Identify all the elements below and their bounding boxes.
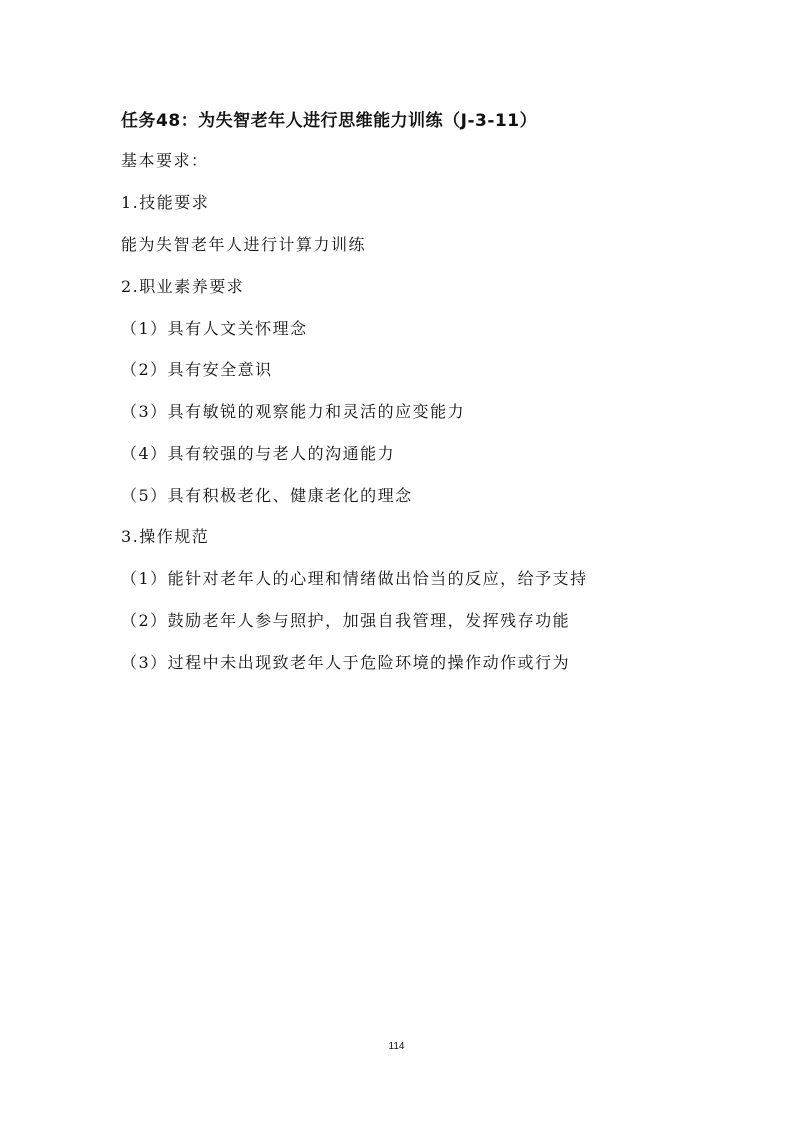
skill-requirements-heading: 1.技能要求 <box>121 193 210 212</box>
operation-item-1: （1）能针对老年人的心理和情绪做出恰当的反应，给予支持 <box>121 569 588 588</box>
page-number: 114 <box>388 1041 405 1052</box>
quality-item-3: （3）具有敏锐的观察能力和灵活的应变能力 <box>121 402 466 421</box>
task-title: 任务48：为失智老年人进行思维能力训练（J-3-11） <box>121 111 538 131</box>
quality-item-1: （1）具有人文关怀理念 <box>121 319 308 338</box>
basic-requirements-heading: 基本要求： <box>121 151 209 170</box>
operation-item-2: （2）鼓励老年人参与照护，加强自我管理，发挥残存功能 <box>121 611 571 630</box>
professional-quality-heading: 2.职业素养要求 <box>121 277 245 296</box>
quality-item-5: （5）具有积极老化、健康老化的理念 <box>121 486 413 505</box>
quality-item-4: （4）具有较强的与老人的沟通能力 <box>121 444 396 463</box>
skill-requirement-text: 能为失智老年人进行计算力训练 <box>121 235 367 254</box>
operation-standards-heading: 3.操作规范 <box>121 527 210 546</box>
quality-item-2: （2）具有安全意识 <box>121 360 273 379</box>
operation-item-3: （3）过程中未出现致老年人于危险环境的操作动作或行为 <box>121 653 571 672</box>
